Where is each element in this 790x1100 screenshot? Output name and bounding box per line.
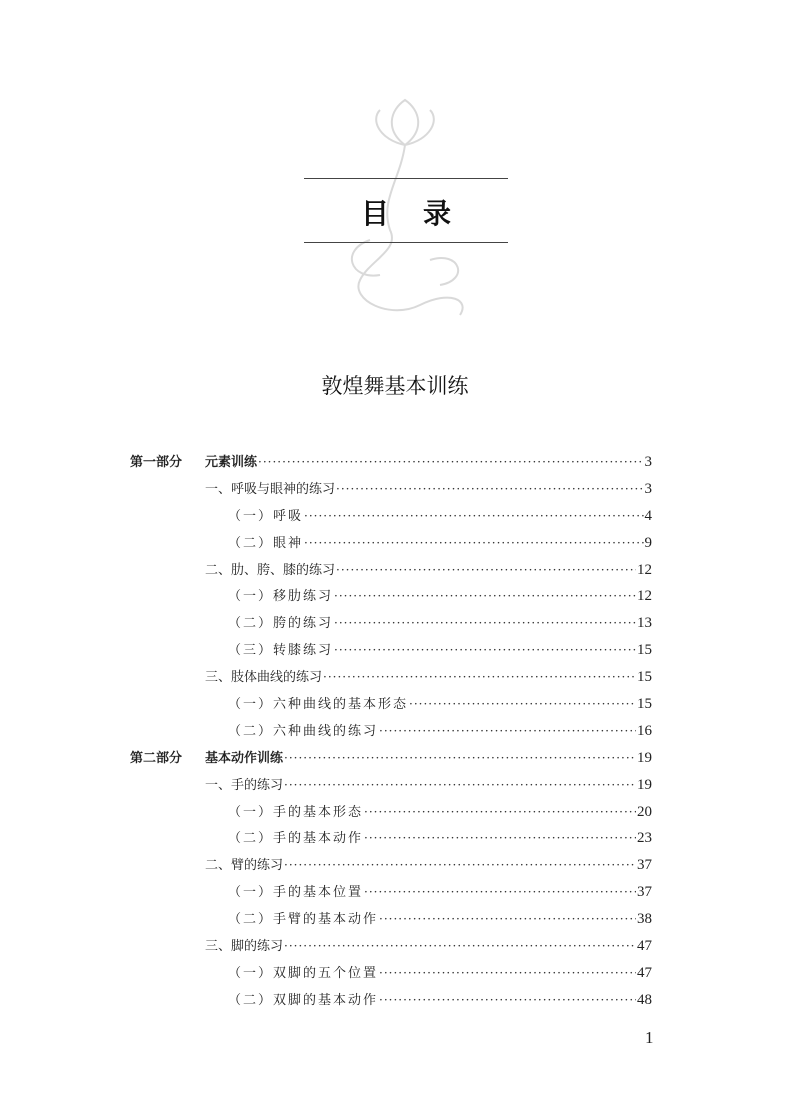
toc-page-number: 13 [637,615,652,632]
toc-entry-title: （一）手的基本位置 [228,885,364,901]
toc-page-number: 9 [644,534,652,551]
dot-leader [379,724,636,738]
toc-entry[interactable] [130,854,652,881]
dot-leader [379,993,636,1007]
toc-entry[interactable] [130,559,652,586]
toc-entry[interactable] [130,774,652,801]
dot-leader [334,616,636,630]
table-of-contents [130,451,652,1016]
toc-part-label: 第一部分 [130,455,183,470]
toc-page-number: 19 [637,776,652,793]
book-subtitle: 敦煌舞基本训练 [321,374,469,398]
dot-leader [284,858,636,872]
dot-leader [409,697,636,711]
dot-leader [336,563,636,577]
toc-entry[interactable] [130,639,652,666]
toc-entry-title: （一）移肋练习 [228,589,334,605]
toc-entry-title: 二、臂的练习 [205,858,284,874]
toc-entry[interactable] [130,935,652,962]
toc-page-number: 15 [637,642,652,659]
toc-page-number: 38 [637,911,652,928]
title-bottom-rule [304,242,508,243]
toc-entry-title: （一）呼吸 [228,508,304,524]
toc-entry-title: 元素训练 [205,455,258,470]
toc-page-number: 47 [637,964,652,981]
toc-page-number: 37 [637,857,652,874]
dot-leader [336,482,643,496]
dot-leader [364,831,636,845]
toc-entry-title: （二）眼神 [228,535,304,551]
toc-entry[interactable] [130,801,652,828]
dot-leader [284,939,636,953]
toc-entry-title: 一、呼吸与眼神的练习 [205,481,336,497]
toc-page-number: 12 [637,588,652,605]
toc-entry[interactable] [130,505,652,532]
toc-entry-title: （二）六种曲线的练习 [228,723,379,739]
toc-page-number: 19 [637,749,652,766]
toc-entry[interactable] [130,666,652,693]
dot-leader [323,670,636,684]
toc-entry[interactable] [130,908,652,935]
toc-page-number: 4 [644,507,652,524]
dot-leader [379,912,636,926]
toc-entry-title: （三）转膝练习 [228,643,334,659]
toc-entry[interactable] [130,532,652,559]
dot-leader [258,455,643,469]
toc-entry[interactable] [130,478,652,505]
toc-entry[interactable] [130,747,652,774]
dot-leader [304,509,643,523]
toc-page-number: 15 [637,669,652,686]
toc-entry-title: （一）六种曲线的基本形态 [228,697,409,713]
dot-leader [284,751,636,765]
toc-page-number: 37 [637,884,652,901]
toc-page-number: 3 [644,480,652,497]
page-title: 目录 [360,197,485,230]
toc-entry[interactable] [130,989,652,1016]
toc-entry-title: （二）双脚的基本动作 [228,992,379,1008]
dot-leader [364,805,636,819]
toc-entry-title: 基本动作训练 [205,750,284,766]
dot-leader [334,589,636,603]
dot-leader [284,778,636,792]
toc-entry[interactable] [130,693,652,720]
toc-entry-title: （二）手的基本动作 [228,831,364,847]
dot-leader [304,536,643,550]
toc-page-number: 15 [637,696,652,713]
toc-entry[interactable] [130,720,652,747]
toc-entry[interactable] [130,585,652,612]
toc-entry[interactable] [130,451,652,478]
toc-entry-title: 三、脚的练习 [205,939,284,955]
toc-page-number: 48 [637,991,652,1008]
page-number: 1 [645,1028,654,1047]
dot-leader [379,966,636,980]
toc-entry-title: （二）胯的练习 [228,616,334,632]
toc-page-number: 16 [637,722,652,739]
title-top-rule [304,178,508,179]
toc-entry[interactable] [130,827,652,854]
toc-entry-title: （一）双脚的五个位置 [228,965,379,981]
dot-leader [334,643,636,657]
toc-entry-title: 三、肢体曲线的练习 [205,670,323,686]
dot-leader [364,885,636,899]
toc-page-number: 23 [637,830,652,847]
toc-entry-title: 一、手的练习 [205,777,284,793]
toc-entry[interactable] [130,962,652,989]
toc-page-number: 3 [644,454,652,470]
toc-page-number: 12 [637,561,652,578]
toc-page-number: 20 [637,803,652,820]
toc-entry-title: （一）手的基本形态 [228,804,364,820]
toc-part-label: 第二部分 [130,750,183,766]
toc-entry[interactable] [130,881,652,908]
toc-entry-title: （二）手臂的基本动作 [228,912,379,928]
toc-page-number: 47 [637,938,652,955]
toc-entry[interactable] [130,612,652,639]
toc-entry-title: 二、肋、胯、膝的练习 [205,562,336,578]
